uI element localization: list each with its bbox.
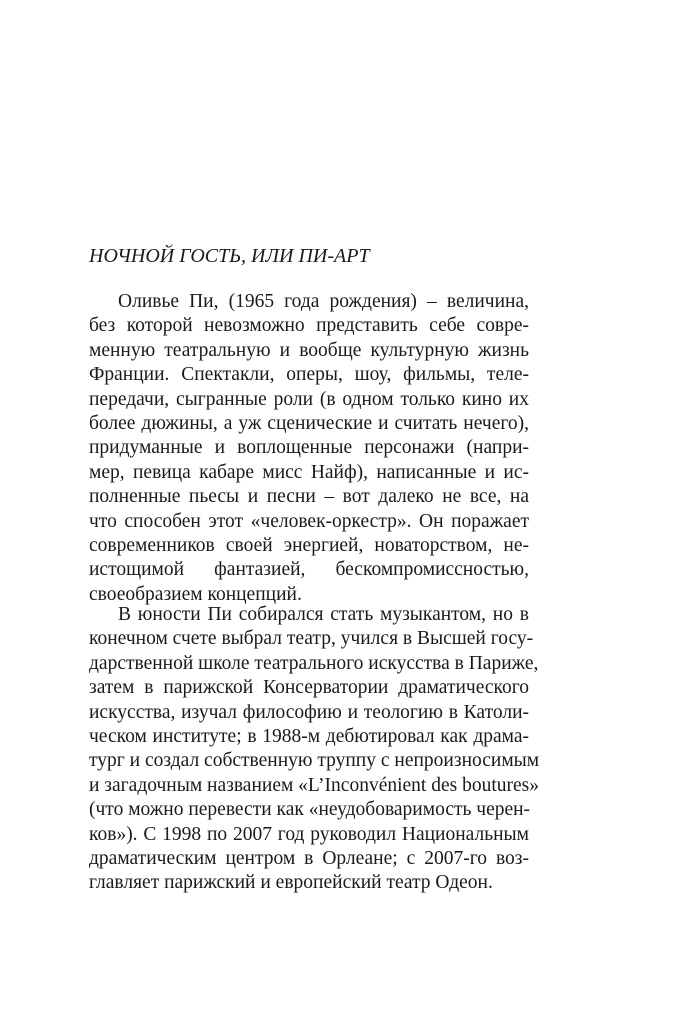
text-line: ков»). С 1998 по 2007 год руководил Национальным: [89, 823, 529, 845]
text-line: и загадочным названием «L’Inconvénient des boutures»: [89, 774, 539, 796]
text-line: мер, певица кабаре мисс Найф), написанные и ис-: [89, 461, 529, 483]
text-line: дарственной школе театрального искусства в Париже,: [89, 652, 539, 674]
text-line: менную театральную и вообще культурную жизнь: [89, 339, 529, 361]
text-line: что способен этот «человек-оркестр». Он поражает: [89, 510, 529, 532]
text-line: (что можно перевести как «неудобоваримость черен-: [89, 799, 531, 821]
text-line: без которой невозможно представить себе совре-: [89, 315, 529, 337]
text-line: придуманные и воплощенные персонажи (напри-: [89, 437, 529, 459]
text-line: Оливье Пи, (1965 года рождения) – величина,: [118, 291, 529, 312]
text-line: тург и создал собственную труппу с непроизносимым: [89, 750, 540, 772]
text-line: конечном счете выбрал театр, учился в Высшей госу-: [89, 628, 534, 650]
text-line: В юности Пи собирался стать музыкантом, но в: [118, 604, 529, 625]
text-line: драматическим центром в Орлеане; с 2007-го воз-: [89, 847, 529, 869]
text-line: главляет парижский и европейский театр Одеон.: [89, 872, 493, 894]
paragraph-1: [89, 290, 529, 607]
text-line: более дюжины, а уж сценические и считать нечего),: [89, 412, 529, 434]
paragraph-2: [89, 603, 540, 896]
text-line: своеобразием концепций.: [89, 583, 302, 605]
text-line: ческом институте; в 1988-м дебютировал как драма-: [89, 725, 529, 747]
text-line: передачи, сыгранные роли (в одном только кино их: [89, 388, 529, 410]
text-line: полненные пьесы и песни – вот далеко не все, на: [89, 486, 529, 508]
chapter-heading: НОЧНОЙ ГОСТЬ, ИЛИ ПИ-АРТ: [89, 245, 370, 267]
text-line: Франции. Спектакли, оперы, шоу, фильмы, теле-: [89, 364, 529, 386]
text-line: затем в парижской Консерватории драматического: [89, 677, 529, 699]
text-line: современников своей энергией, новаторством, не-: [89, 534, 529, 556]
text-line: истощимой фантазией, бескомпромиссностью,: [89, 559, 529, 581]
text-line: искусства, изучал философию и теологию в Католи-: [89, 701, 529, 723]
